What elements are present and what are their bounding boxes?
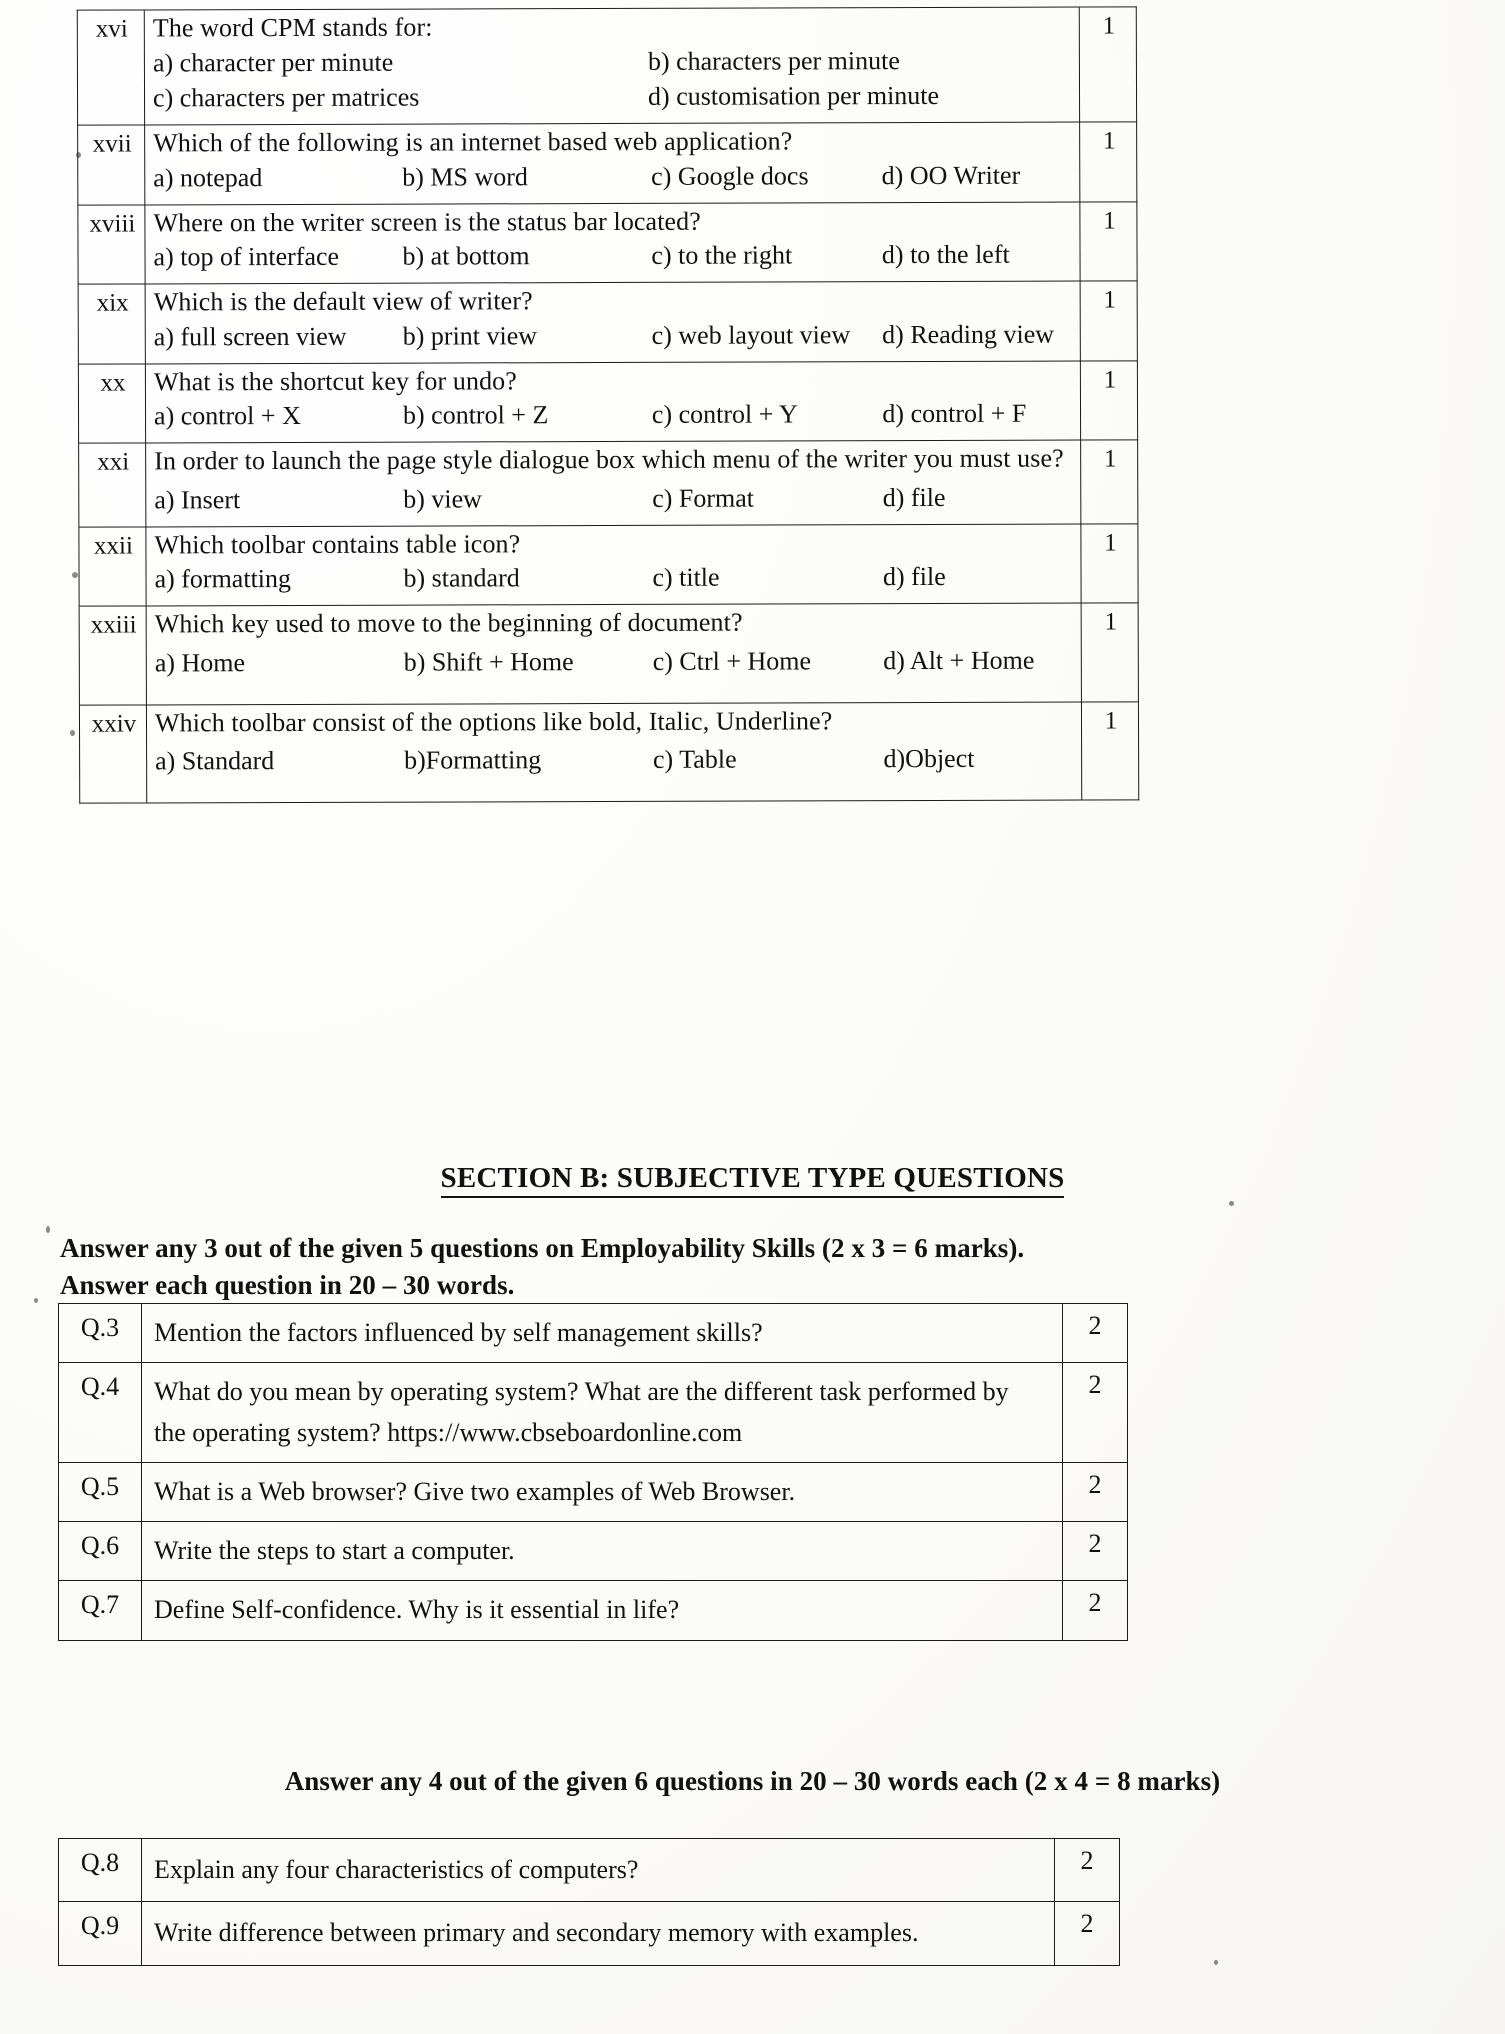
scan-speck bbox=[72, 572, 78, 578]
marks-cell: 2 bbox=[1063, 1304, 1128, 1363]
table-row bbox=[79, 440, 1138, 527]
option-row-2 bbox=[153, 79, 1075, 116]
marks-cell: 1 bbox=[1080, 281, 1137, 361]
option-row bbox=[155, 742, 1077, 779]
subject-questions-instruction bbox=[0, 1763, 1505, 1800]
mcq-table bbox=[77, 6, 1139, 803]
question-number: xvii bbox=[78, 125, 145, 205]
option-d: d) control + F bbox=[882, 399, 1027, 429]
option-row bbox=[154, 560, 1076, 597]
question-number: Q.5 bbox=[59, 1462, 142, 1521]
option-row bbox=[154, 317, 1076, 354]
option-a: a) formatting bbox=[154, 564, 292, 594]
option-c: c) to the right bbox=[651, 240, 793, 271]
marks-cell: 1 bbox=[1081, 603, 1138, 702]
option-a: a) Standard bbox=[155, 746, 275, 776]
option-a: a) Insert bbox=[154, 484, 241, 515]
question-number: Q.7 bbox=[59, 1581, 142, 1640]
question-stem: Which toolbar consist of the options like bold, Italic, Underline? bbox=[154, 705, 833, 737]
section-b-heading bbox=[0, 1162, 1505, 1195]
option-a: a) top of interface bbox=[153, 242, 340, 272]
employability-instructions bbox=[60, 1230, 1360, 1305]
marks-cell: 1 bbox=[1080, 361, 1137, 441]
question-text: Define Self-confidence. Why is it essential in life? bbox=[142, 1581, 1063, 1640]
instruction-line-1: Answer any 3 out of the given 5 questions on Employability Skills (2 x 3 = 6 marks). bbox=[60, 1233, 1025, 1263]
question-number: Q.9 bbox=[59, 1902, 142, 1965]
option-c: c) Table bbox=[652, 744, 737, 775]
marks-cell: 2 bbox=[1063, 1462, 1128, 1521]
option-c: c) Google docs bbox=[651, 161, 809, 191]
section-b-heading-text: SECTION B: SUBJECTIVE TYPE QUESTIONS bbox=[441, 1162, 1065, 1198]
question-stem: Which toolbar contains table icon? bbox=[154, 528, 521, 560]
table-row bbox=[79, 701, 1138, 803]
table-row bbox=[59, 1902, 1120, 1965]
table-row bbox=[59, 1304, 1128, 1363]
option-a: a) control + X bbox=[153, 401, 301, 431]
question-number: xviii bbox=[78, 205, 145, 285]
option-c: c) Ctrl + Home bbox=[652, 646, 812, 676]
question-cell bbox=[145, 202, 1080, 284]
question-number: Q.6 bbox=[59, 1522, 142, 1581]
option-c: c) characters per matrices bbox=[152, 83, 420, 113]
question-stem: Which of the following is an internet based web application? bbox=[153, 126, 793, 158]
question-stem: Which key used to move to the beginning of document? bbox=[154, 607, 743, 639]
question-text: What do you mean by operating system? What are the different task performed by the operating system? https://www.cbseboardonline.com bbox=[142, 1363, 1063, 1463]
option-c: c) web layout view bbox=[651, 320, 851, 350]
question-number: xix bbox=[78, 284, 145, 364]
scan-speck bbox=[1229, 1201, 1234, 1206]
option-b: b)Formatting bbox=[404, 745, 542, 775]
option-c: c) control + Y bbox=[651, 399, 798, 430]
table-row bbox=[77, 7, 1136, 126]
marks-cell: 2 bbox=[1055, 1902, 1120, 1965]
marks-cell: 1 bbox=[1080, 202, 1137, 282]
question-number: xx bbox=[78, 364, 145, 444]
option-row bbox=[154, 480, 1076, 517]
question-text: What is a Web browser? Give two examples of Web Browser. bbox=[142, 1462, 1063, 1521]
instruction-line-3: Answer any 4 out of the given 6 questions in 20 – 30 words each (2 x 4 = 8 marks) bbox=[284, 1766, 1221, 1796]
question-number: Q.8 bbox=[59, 1839, 142, 1902]
marks-cell: 2 bbox=[1063, 1363, 1128, 1463]
question-stem: In order to launch the page style dialogue box which menu of the writer you must use? bbox=[154, 443, 1064, 476]
option-row-1 bbox=[153, 43, 1075, 80]
option-b: b) MS word bbox=[402, 162, 528, 192]
marks-cell: 2 bbox=[1055, 1839, 1120, 1902]
question-number: xxi bbox=[79, 443, 146, 527]
option-b: b) print view bbox=[402, 321, 538, 351]
marks-cell: 2 bbox=[1063, 1522, 1128, 1581]
option-row bbox=[155, 643, 1077, 680]
option-a: a) Home bbox=[154, 647, 246, 678]
question-text: Mention the factors influenced by self management skills? bbox=[142, 1304, 1063, 1363]
table-row bbox=[78, 202, 1137, 285]
question-stem: What is the shortcut key for undo? bbox=[153, 365, 517, 397]
option-d: d) customisation per minute bbox=[647, 81, 940, 112]
instruction-line-2: Answer each question in 20 – 30 words. bbox=[60, 1270, 515, 1301]
option-b: b) control + Z bbox=[402, 400, 549, 430]
scan-speck bbox=[1214, 1960, 1218, 1965]
question-stem: Which is the default view of writer? bbox=[153, 286, 533, 317]
option-d: d) to the left bbox=[881, 240, 1010, 270]
question-cell bbox=[146, 440, 1081, 526]
option-b: b) at bottom bbox=[402, 241, 530, 272]
question-cell bbox=[146, 603, 1081, 704]
option-b: b) view bbox=[403, 484, 482, 514]
option-row bbox=[154, 397, 1076, 434]
option-row bbox=[153, 158, 1075, 195]
question-stem: Where on the writer screen is the status bar located? bbox=[153, 206, 701, 238]
option-b: b) Shift + Home bbox=[403, 646, 574, 677]
question-cell bbox=[146, 524, 1081, 606]
marks-cell: 1 bbox=[1080, 122, 1137, 202]
scan-speck bbox=[76, 152, 81, 158]
question-text: Explain any four characteristics of computers? bbox=[142, 1839, 1055, 1902]
option-d: d) Alt + Home bbox=[883, 645, 1035, 675]
question-number: Q.3 bbox=[59, 1304, 142, 1363]
option-c: c) Format bbox=[652, 483, 755, 513]
marks-cell: 1 bbox=[1079, 7, 1136, 122]
question-number: xxiii bbox=[79, 606, 146, 705]
question-cell bbox=[145, 281, 1080, 363]
option-d: d) Reading view bbox=[882, 319, 1055, 350]
table-row bbox=[59, 1363, 1128, 1463]
option-a: a) full screen view bbox=[153, 321, 347, 352]
question-number: xxiv bbox=[79, 704, 146, 803]
question-number: xvi bbox=[77, 10, 144, 125]
table-row bbox=[78, 122, 1137, 205]
question-text: Write the steps to start a computer. bbox=[142, 1522, 1063, 1581]
table-row bbox=[78, 281, 1137, 364]
option-d: d) OO Writer bbox=[881, 160, 1021, 191]
table-row bbox=[59, 1462, 1128, 1521]
table-row bbox=[59, 1581, 1128, 1640]
question-cell bbox=[145, 361, 1080, 443]
option-b: b) characters per minute bbox=[647, 45, 900, 76]
question-cell bbox=[144, 7, 1079, 125]
table-row bbox=[79, 523, 1138, 606]
subject-questions-table bbox=[58, 1838, 1120, 1966]
question-text: Write difference between primary and secondary memory with examples. bbox=[142, 1902, 1055, 1965]
marks-cell: 1 bbox=[1081, 523, 1138, 603]
marks-cell: 1 bbox=[1081, 701, 1138, 800]
option-c: c) title bbox=[652, 562, 720, 593]
table-row bbox=[78, 361, 1137, 444]
marks-cell: 2 bbox=[1063, 1581, 1128, 1640]
table-row bbox=[59, 1522, 1128, 1581]
option-a: a) character per minute bbox=[152, 47, 394, 78]
option-row bbox=[153, 238, 1075, 275]
question-cell bbox=[145, 122, 1080, 204]
scan-speck bbox=[46, 1226, 50, 1233]
question-number: xxii bbox=[79, 527, 146, 607]
table-row bbox=[59, 1839, 1120, 1902]
table-row bbox=[79, 603, 1138, 705]
option-b: b) standard bbox=[403, 563, 520, 593]
question-stem: The word CPM stands for: bbox=[152, 12, 433, 43]
question-cell bbox=[146, 702, 1081, 803]
employability-questions-table bbox=[58, 1303, 1128, 1641]
option-d: d) file bbox=[882, 482, 946, 512]
scan-speck bbox=[70, 730, 75, 736]
option-d: d)Object bbox=[883, 744, 975, 774]
marks-cell: 1 bbox=[1081, 440, 1138, 524]
question-number: Q.4 bbox=[59, 1363, 142, 1463]
option-d: d) file bbox=[882, 562, 946, 592]
scan-speck bbox=[34, 1298, 38, 1303]
option-a: a) notepad bbox=[153, 163, 263, 193]
